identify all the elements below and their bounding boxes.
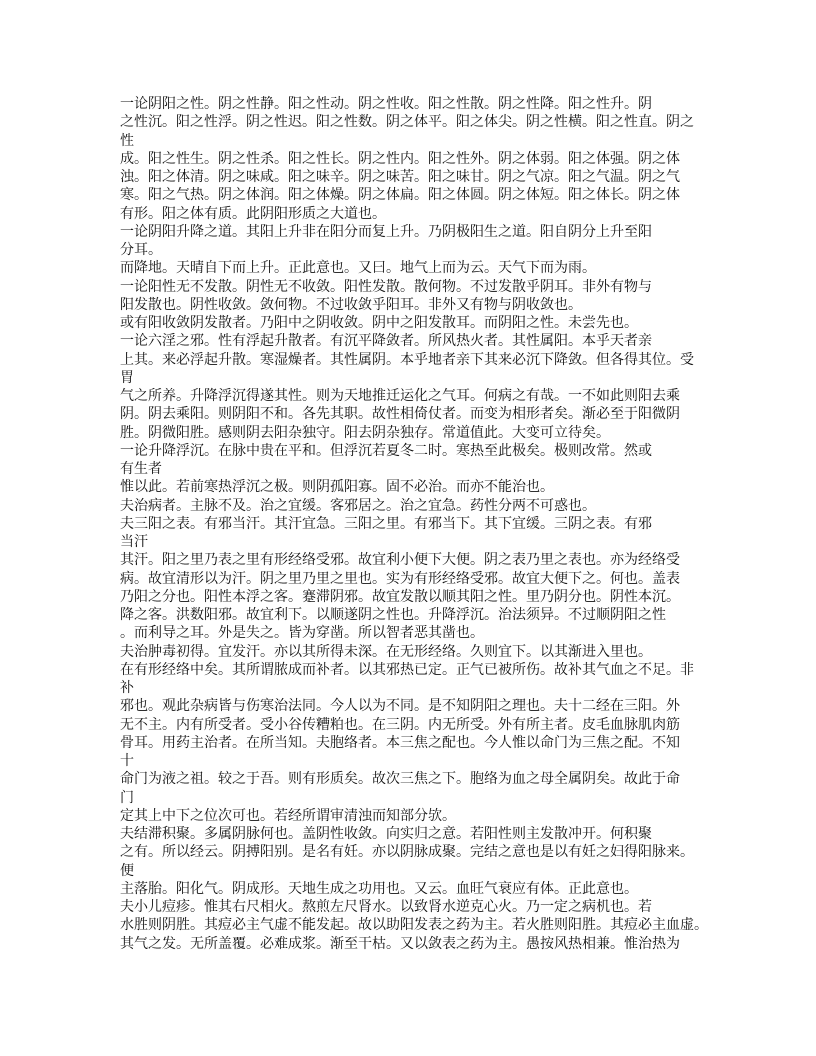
text-line: 夫小儿痘疹。惟其右尺相火。熬煎左尺肾水。以致肾水逆克心火。乃一定之病机也。若 — [120, 899, 652, 915]
text-line: 降之客。洪数阳邪。故宜利下。以顺遂阴之性也。升降浮沉。治法须异。不过顺阴阳之性 — [120, 607, 666, 623]
text-line: 性 — [120, 132, 134, 149]
text-line: 当汗 — [120, 534, 148, 550]
text-line: 其汗。阳之里乃表之里有形经络受邪。故宜利小便下大便。阴之表乃里之表也。亦为经络受 — [120, 552, 680, 569]
text-line: 病。故宜清形以为汗。阴之里乃里之里也。实为有形经络受邪。故宜大便下之。何也。盖表 — [120, 570, 680, 587]
text-line: 无不主。内有所受者。受小谷传糟粕也。在三阴。内无所受。外有所主者。皮毛血脉肌肉筋 — [120, 716, 680, 733]
text-line: 胃 — [120, 369, 134, 386]
text-line: 其气之发。无所盖覆。必难成浆。渐至干枯。又以敛表之药为主。愚按风热相兼。惟治热为 — [120, 935, 680, 952]
text-line: 浊。阳之体清。阴之味咸。阳之味辛。阴之味苦。阳之味甘。阴之气凉。阳之气温。阴之气 — [120, 169, 680, 185]
text-line: 一论阴阳升降之道。其阳上升非在阳分而复上升。乃阴极阳生之道。阳自阴分上升至阳 — [120, 223, 652, 240]
text-line: 寒。阳之气热。阴之体润。阳之体燥。阴之体扁。阳之体圆。阴之体短。阳之体长。阴之体 — [120, 187, 680, 204]
document-page — [120, 95, 760, 953]
text-line: 阴。阴去乘阳。则阴阳不和。各先其职。故性相倚仗者。而变为相形者矣。渐必至于阳微阴 — [120, 406, 680, 423]
text-line: 一论升降浮沉。在脉中贵在平和。但浮沉若夏冬二时。寒热至此极矣。极则改常。然或 — [120, 442, 652, 459]
text-line: 补 — [120, 680, 134, 696]
text-line: 分耳。 — [120, 242, 162, 258]
text-line: 之有。所以经云。阴搏阳别。是名有妊。亦以阴脉成聚。完结之意也是以有妊之妇得阳脉来。 — [120, 844, 694, 861]
text-line: 成。阳之性生。阴之性杀。阳之性长。阴之性内。阳之性外。阴之体弱。阳之体强。阴之体 — [120, 150, 680, 167]
text-line: 或有阳收敛阴发散者。乃阳中之阴收敛。阴中之阳发散耳。而阴阳之性。未尝先也。 — [120, 315, 638, 331]
text-line: 夫治肿毒初得。宜发汗。亦以其所得未深。在无形经络。久则宜下。以其渐进入里也。 — [120, 643, 652, 660]
text-line: 上其。来必浮起升散。寒湿燥者。其性属阴。本乎地者亲下其来必沉下降敛。但各得其位。受 — [120, 351, 694, 368]
text-line: 之性沉。阳之性浮。阴之性迟。阳之性数。阴之体平。阳之体尖。阴之性横。阳之性直。阴之 — [120, 114, 694, 131]
text-line: 骨耳。用药主治者。在所当知。夫胞络者。本三焦之配也。今人惟以命门为三焦之配。不知 — [120, 734, 680, 751]
text-line: 邪也。观此杂病皆与伤寒治法同。今人以为不同。是不知阴阳之理也。夫十二经在三阳。外 — [120, 698, 680, 715]
text-line: 十 — [120, 753, 134, 769]
text-line: 。而利导之耳。外是失之。皆为穿凿。所以智者恶其凿也。 — [120, 625, 484, 642]
text-line: 一论六淫之邪。性有浮起升散者。有沉平降敛者。所风热火者。其性属阳。本乎天者亲 — [120, 333, 652, 350]
text-line: 夫治病者。主脉不及。治之宜缓。客邪居之。治之宜急。药性分两不可惑也。 — [120, 497, 596, 514]
text-line: 在有形经络中矣。其所谓脓成而补者。以其邪热已定。正气已被所伤。故补其气血之不足。非 — [120, 661, 694, 678]
text-line: 定其上中下之位次可也。若经所谓审清浊而知部分欤。 — [120, 807, 456, 824]
text-line: 乃阳之分也。阳性本浮之客。蹇滞阴邪。故宜发散以顺其阳之性。里乃阴分也。阴性本沉。 — [120, 588, 680, 605]
text-line: 主落胎。阳化气。阴成形。天地生成之功用也。又云。血旺气衰应有体。正此意也。 — [120, 880, 638, 897]
text-line: 门 — [120, 789, 134, 806]
text-line: 而降地。天晴自下而上升。正此意也。又曰。地气上而为云。天气下而为雨。 — [120, 260, 596, 277]
text-line: 有形。阳之体有质。此阴阳形质之大道也。 — [120, 205, 386, 222]
text-line: 命门为液之祖。较之于吾。则有形质矣。故次三焦之下。胞络为血之母全属阴矣。故此于命 — [120, 771, 680, 788]
text-line: 气之所养。升降浮沉得遂其性。则为天地推迁运化之气耳。何病之有哉。一不如此则阳去乘 — [120, 388, 680, 404]
text-line: 有生者 — [120, 461, 162, 477]
text-line: 夫结滞积聚。多属阴脉何也。盖阴性收敛。向实归之意。若阳性则主发散冲开。何积聚 — [120, 826, 652, 842]
text-line: 胜。阴微阳胜。感则阴去阳杂独守。阳去阴杂独存。常道值此。大变可立待矣。 — [120, 424, 610, 441]
text-line: 惟以此。若前寒热浮沉之极。则阴孤阳寡。固不必治。而亦不能治也。 — [120, 479, 554, 496]
text-line: 夫三阳之表。有邪当汗。其汗宜急。三阳之里。有邪当下。其下宜缓。三阴之表。有邪 — [120, 515, 652, 532]
text-line: 水胜则阴胜。其痘必主气虚不能发起。故以助阳发表之药为主。若火胜则阳胜。其痘必主血虚。 — [120, 917, 708, 934]
text-line: 便 — [120, 862, 134, 879]
text-line: 阳发散也。阴性收敛。敛何物。不过收敛乎阳耳。非外又有物与阴收敛也。 — [120, 296, 582, 313]
text-line: 一论阳性无不发散。阴性无不收敛。阳性发散。散何物。不过发散乎阴耳。非外有物与 — [120, 278, 652, 295]
text-line: 一论阴阳之性。阴之性静。阳之性动。阴之性收。阳之性散。阴之性降。阳之性升。阴 — [120, 96, 652, 112]
